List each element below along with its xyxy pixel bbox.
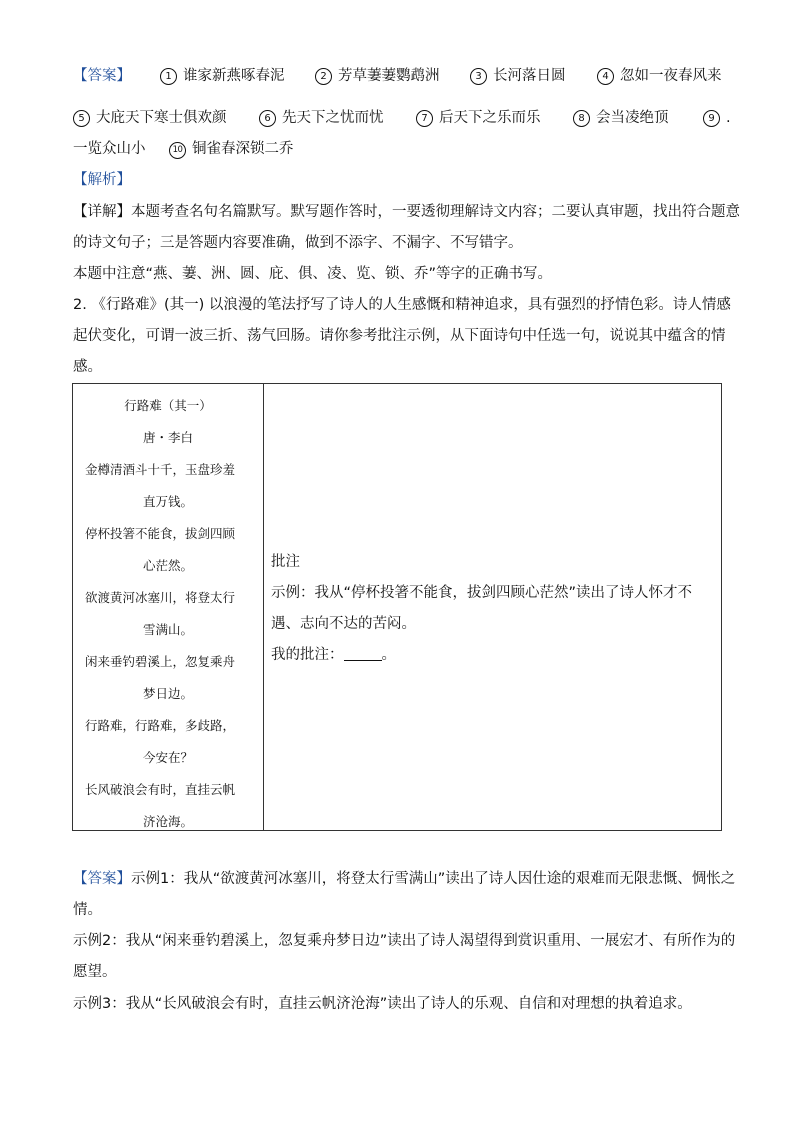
- poem-line: 心茫然。: [142, 558, 193, 573]
- answer-item-9: [703, 108, 731, 128]
- item-text: 芳草萋萋鹦鹉洲: [338, 68, 440, 84]
- poem-author: 唐・李白: [142, 430, 193, 445]
- poem-line: 欲渡黄河冰塞川，将登太行: [85, 590, 236, 605]
- my-annotation-prefix: 我的批注：: [271, 647, 344, 663]
- analysis-line: 本题中注意“燕、萋、洲、圆、庇、俱、凌、览、锁、乔”等字的正确书写。: [73, 266, 553, 282]
- poem-line: 今安在？: [142, 750, 193, 765]
- answer2-label: 【答案】: [73, 871, 131, 887]
- answer-item-7: [416, 108, 541, 128]
- item-number: 6: [259, 110, 276, 127]
- item-text: 忽如一夜春风来: [620, 68, 722, 84]
- answer-item-8: [573, 108, 669, 128]
- my-annotation: [271, 645, 396, 665]
- analysis-line: 【详解】本题考查名句名篇默写。默写题作答时，一要透彻理解诗文内容；二要认真审题，找出符合题意: [73, 204, 740, 220]
- item-text: 会当凌绝顶: [596, 110, 669, 126]
- item-text: 后天下之乐而乐: [439, 110, 541, 126]
- answer-blank: [344, 647, 382, 661]
- answer-item-9-text: 一览众山小: [73, 141, 146, 157]
- item-number: 2: [315, 68, 332, 85]
- poem-line: 长风破浪会有时，直挂云帆: [85, 782, 236, 797]
- item-number: 4: [597, 68, 614, 85]
- item-text: 大庇天下寒士俱欢颜: [96, 110, 227, 126]
- item-text: 铜雀春深锁二乔: [192, 141, 294, 157]
- poem-line: 济沧海。: [142, 814, 193, 829]
- item-number: 10: [169, 142, 186, 159]
- poem-annotation-table: [72, 383, 722, 831]
- poem-line: 梦日边。: [142, 686, 193, 701]
- my-annotation-suffix: 。: [381, 647, 396, 663]
- item-number: 3: [470, 68, 487, 85]
- question-line: 2. 《行路难》(其一) 以浪漫的笔法抒写了诗人的人生感慨和精神追求，具有强烈的抒情色彩。诗人情感: [73, 297, 731, 313]
- item-text: 先天下之忧而忧: [282, 110, 384, 126]
- answer-item-5: [73, 108, 227, 128]
- annotation-heading: 批注: [271, 554, 300, 570]
- answer2-line-1: [73, 869, 735, 889]
- poem-line: 金樽清酒斗十千，玉盘珍羞: [85, 462, 236, 477]
- item-number: 5: [73, 110, 90, 127]
- item-number: 8: [573, 110, 590, 127]
- analysis-line: 的诗文句子；三是答题内容要准确，做到不添字、不漏字、不写错字。: [73, 235, 523, 251]
- poem-line: 直万钱。: [142, 494, 193, 509]
- question-line: 感。: [73, 359, 102, 375]
- answer2-line: 愿望。: [73, 964, 117, 980]
- item-number: 7: [416, 110, 433, 127]
- answer-item-4: [597, 66, 722, 86]
- answer2-line: 情。: [73, 902, 102, 918]
- item-number: 9: [703, 110, 720, 127]
- answer1-label: 【答案】: [73, 68, 131, 84]
- poem-line: 停杯投箸不能食，拔剑四顾: [85, 526, 236, 541]
- answer-item-10: [169, 139, 294, 159]
- answer-item-6: [259, 108, 384, 128]
- poem-line: 雪满山。: [142, 622, 193, 637]
- item-number: 1: [160, 68, 177, 85]
- item-text: 谁家新燕啄春泥: [183, 68, 285, 84]
- poem-title: 行路难（其一）: [124, 398, 212, 413]
- poem-line: 行路难，行路难，多歧路，: [85, 718, 236, 733]
- item-text: .: [726, 110, 731, 126]
- annotation-example-line: 遇、志向不达的苦闷。: [271, 616, 416, 632]
- question-line: 起伏变化，可谓一波三折、荡气回肠。请你参考批注示例，从下面诗句中任选一句，说说其中蕴含的情: [73, 328, 726, 344]
- answer-item-1: [160, 66, 285, 86]
- answer-item-2: [315, 66, 440, 86]
- answer2-line: 示例3：我从“长风破浪会有时，直挂云帆济沧海”读出了诗人的乐观、自信和对理想的执着追求。: [73, 996, 692, 1012]
- annotation-example-line: 示例：我从“停杯投箸不能食，拔剑四顾心茫然”读出了诗人怀才不: [271, 585, 693, 601]
- poem-line: 闲来垂钓碧溪上，忽复乘舟: [85, 654, 236, 669]
- item-text: 长河落日圆: [493, 68, 566, 84]
- answer2-text: 示例1：我从“欲渡黄河冰塞川，将登太行雪满山”读出了诗人因仕途的艰难而无限悲慨、惆怅之: [131, 871, 736, 887]
- answer-item-3: [470, 66, 566, 86]
- analysis-label: 【解析】: [73, 172, 131, 188]
- table-divider: [263, 384, 264, 830]
- answer2-line: 示例2：我从“闲来垂钓碧溪上，忽复乘舟梦日边”读出了诗人渴望得到赏识重用、一展宏才、有所作为的: [73, 933, 736, 949]
